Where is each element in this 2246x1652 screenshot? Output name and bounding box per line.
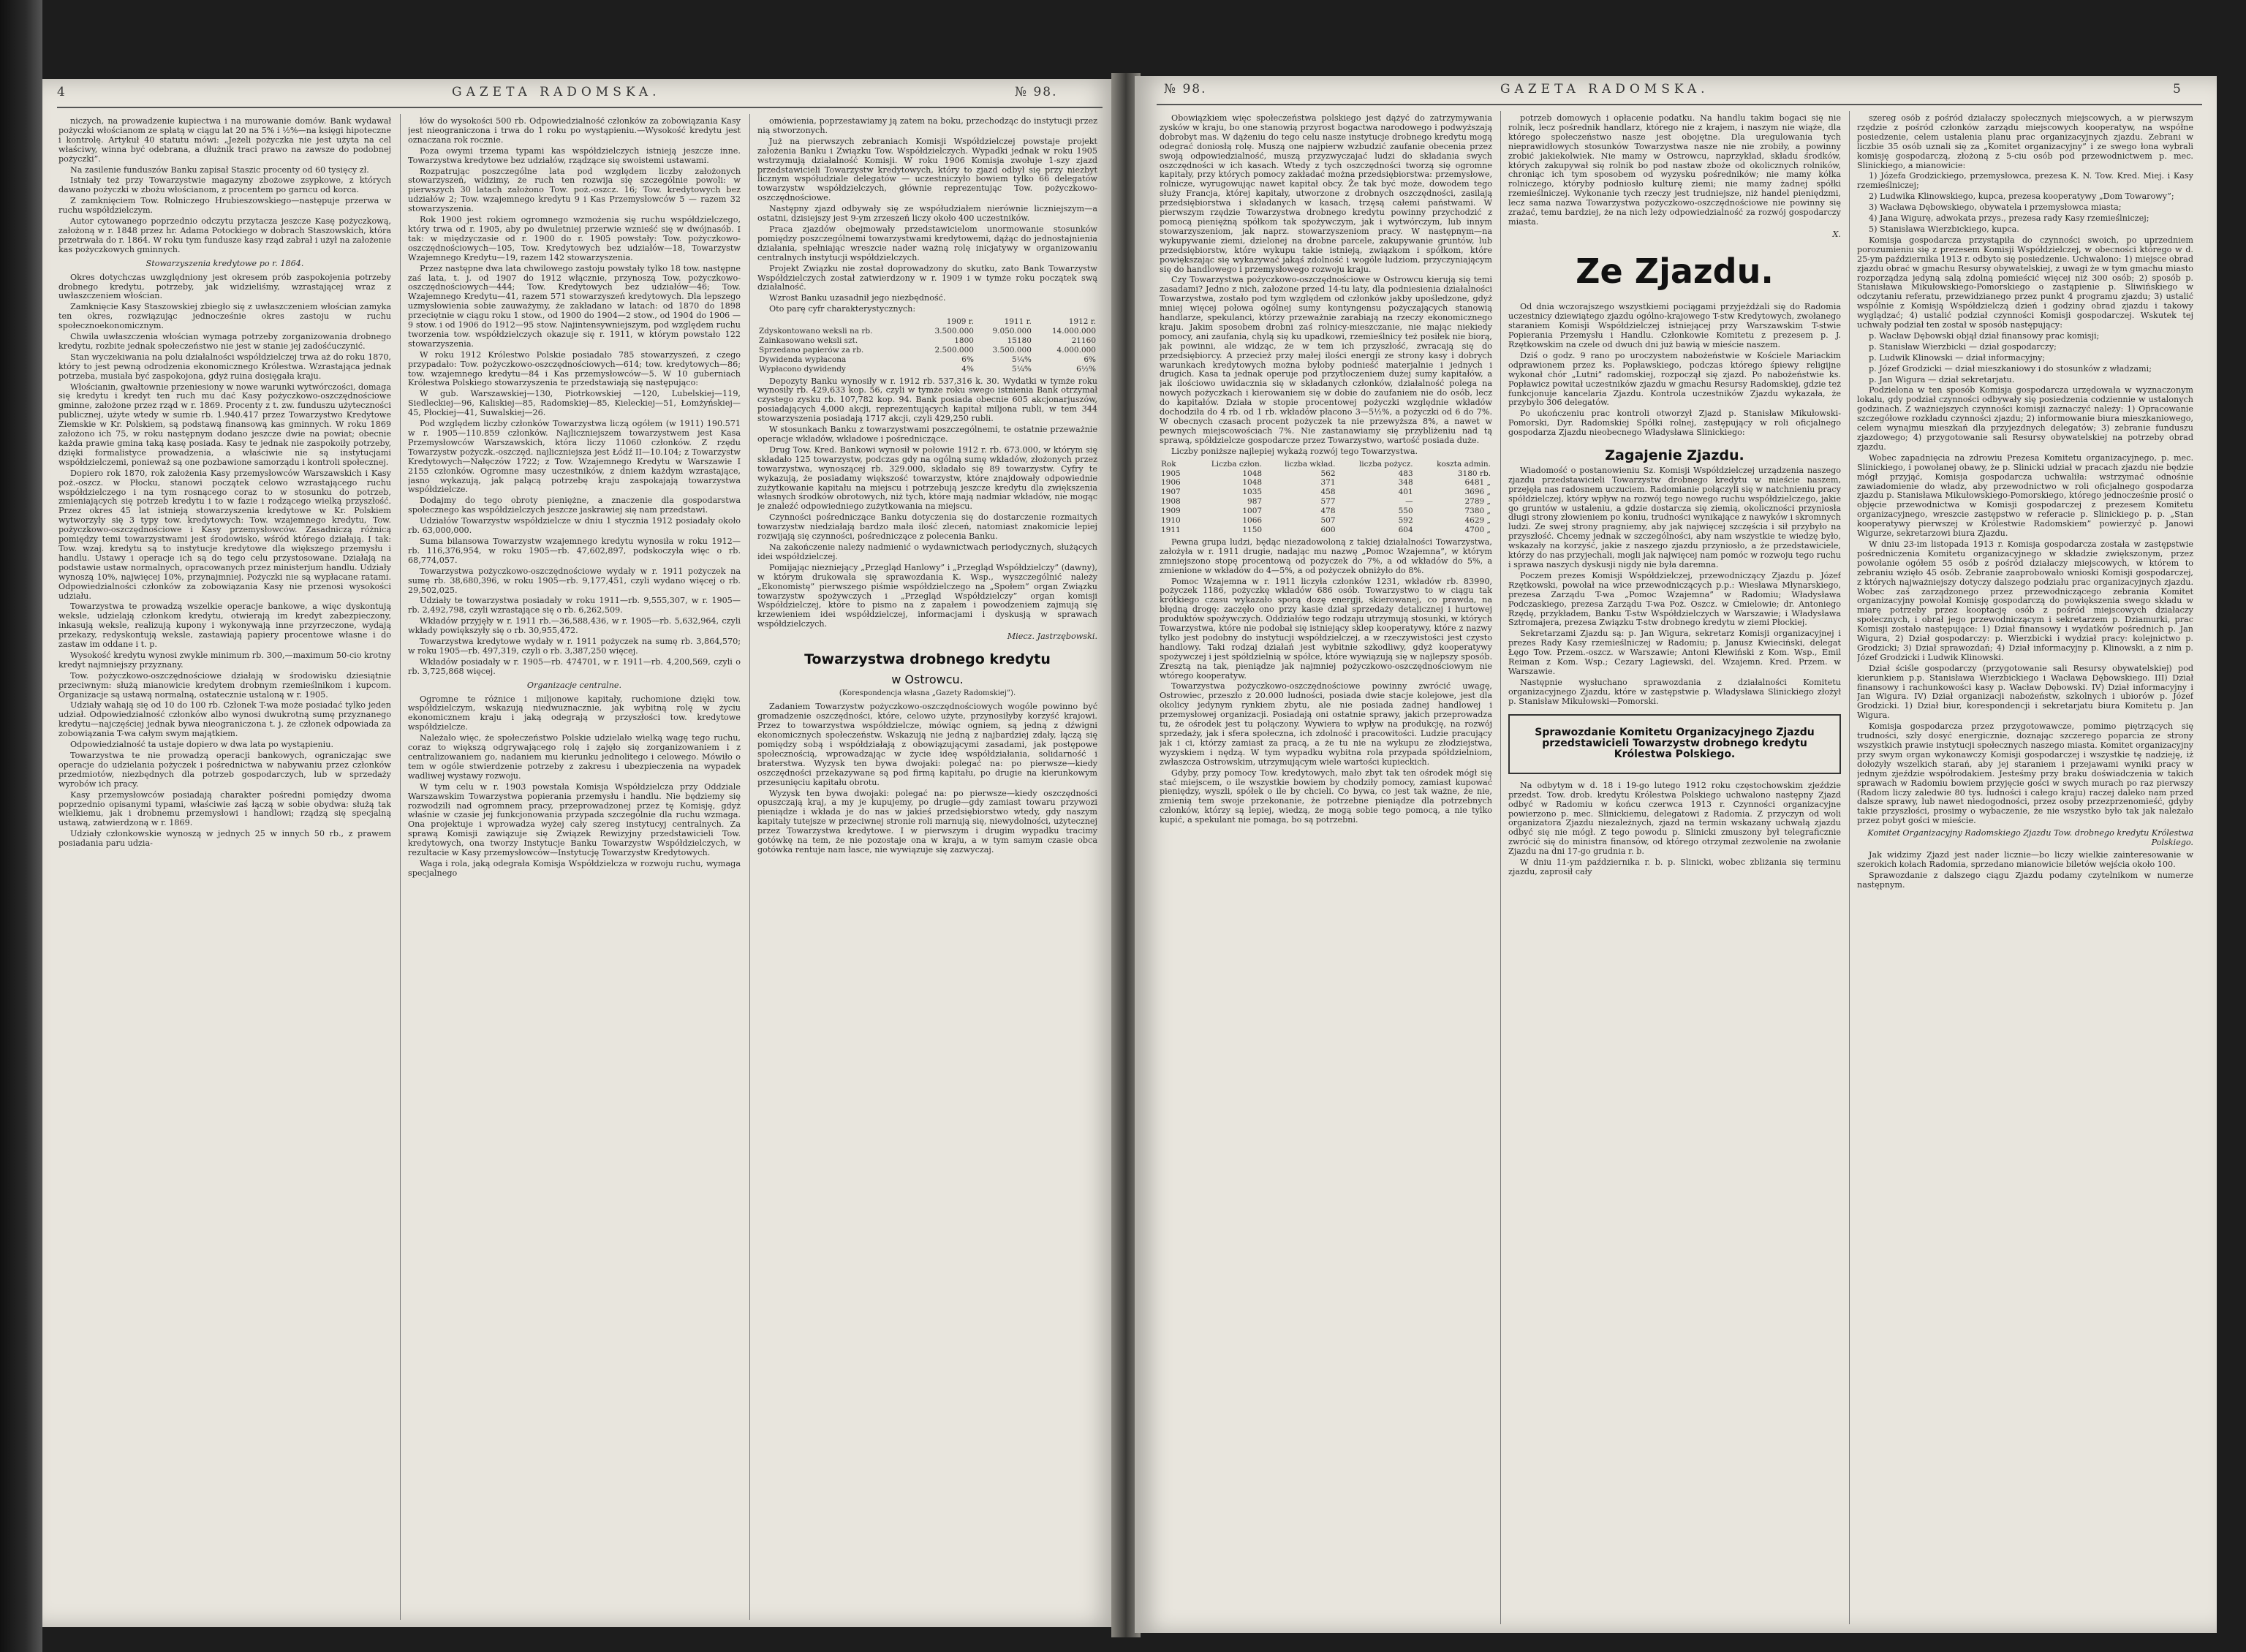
paragraph: Rok 1900 jest rokiem ogromnego wzmożenia się ruchu współdzielczego, który trwa od r. 1905, aby po dwuletniej przerwie wznieść się w dwójnasób. I tak: w międzyczasie od r. 1900 do r. 1905 powstały: Tow. pożyczkowo-oszczędnościowych—105, Tow. Kredytowych bez udziałów—18, Towarzystw Wzajemnego Kredytu—19, razem 142 stowarzyszenia. [408, 215, 741, 262]
paragraph: Od dnia wczorajszego wszystkiemi pociągami przyjeżdżali się do Radomia uczestnicy dziewiątego zjazdu ogólno-krajowego T-stw Kredytowych, zwołanego staraniem Komisji Współdzielczej istniejącej przy Warszawskim T-stwie Popierania Przemysłu i Handlu. Członkowie Komitetu z prezesem p. J. Rzętkowskim na czele od dwuch dni już bawią w mieście naszem. [1508, 302, 1841, 349]
table-row [1160, 478, 1492, 488]
paragraph: Okres dotychczas uwzględniony jest okresem prób zaspokojenia potrzeby drobnego kredytu, potrzeby, jak widzieliśmy, wzrastającej wraz z uwłaszczeniem włościan. [58, 272, 391, 301]
table-cell: 1906 [1161, 478, 1181, 488]
paragraph: Czynności pośredniczące Banku dotyczenia się do dostarczenie rozmaitych towarzystw niedziałają bardzo mała ilość zleceń, natomiast znakomicie lepiej rozwijają się czynności, pośredniczące z polecenia Banku. [757, 512, 1097, 542]
paragraph: Dział ściśle gospodarczy (przygotowanie sali Resursy obywatelskiej) pod kierunkiem p.p. Stanisława Wierzbickiego i Wacława Dębowskiego. III) Dział finansowy i rachunkowości kasy p. Wacław Dębowski. IV) Dział informacyjny i Jan Wigura. IV) Dział organizacji nabożeństw, szkolnych i ubiorów p. Józef Grodzicki. 1) Dział biur, korespondencji i sekretarjatu biura Komitetu p. Jan Wigura. [1857, 663, 2193, 721]
paragraph: omówienia, poprzestawiamy ją zatem na boku, przechodząc do instytucji przez nią stworzonych. [757, 117, 1097, 135]
table-cell: 1907 [1161, 488, 1181, 497]
paragraph: Towarzystwa te nie prowadzą operacji bankowych, ograniczając swe operacje do udzielania pożyczek i pośrednictwa w nabywaniu przez członków przedmiotów, niezbędnych dla potrzeb gospodarczych, lub w sprzedaży wyrobów ich pracy. [58, 751, 391, 789]
table-cell: 4629 „ [1464, 516, 1491, 526]
paragraph: Gdyby, przy pomocy Tow. kredytowych, mało zbyt tak ten ośrodek mógł się stać miejscem, o ile wszystkie bowiem by chodziły pomocy, zamiast kupować pieniędzy, wyszli, spółek o ile by chcieli. Co bywa, co jest tak ważne, że nie, zmienią tem swoje przekonanie, że potrzebne pieniądze dla potrzebnych członków, którzy są lepiej, wiedzą, że mogą sobie tego pomocą, a nie tylko kupić, a spekulant nie pomaga, bo są potrzebni. [1160, 768, 1492, 825]
column-divider [1849, 111, 1850, 1624]
paragraph: p. Ludwik Klinowski — dział informacyjny; [1869, 352, 2046, 363]
paragraph: Komisja gospodarcza przystąpiła do czynności swoich, po uprzedniem porozumieniu się z prezesem Komisji Współdzielczej, w obecności którego w d. 25-ym października 1913 r. odbyto się posiedzenie. Uchwalono: 1) miejsce obrad zjazdu obrać w gmachu Resursy obywatelskiej, z uwagi że w tym gmachu miasto rozporządza jedyną salą zdolną pomieścić więcej niż 300 osób; 2) sposób p. Stanisława Mikułowskiego-Pomorskiego o zastąpienie p. Sliwińskiego w odczytaniu referatu, przewidzianego przez punkt 4 programu zjazdu; 3) ustalić wspólnie z Komisją Współdzielczą dzień i godziny obrad zjazdu i takowy wyglądzać; 4) ustalić podział czynności Komisji gospodarczej. Wskutek tej uchwały podział ten został w sposób następujący: [1857, 235, 2193, 330]
paragraph: Pewna grupa ludzi, będąc niezadowoloną z takiej działalności Towarzystwa, założyła w r. 1911 drugie, nadając mu nazwę „Pomoc Wzajemna”, w którym zmniejszono stopę procentową od pożyczek do 7%, a od wkładów do 5%, a zmienione w wkładów do 4—5%, a od pożyczek obniżyło do 8%. [1160, 537, 1492, 575]
paragraph: Pod względem liczby członków Towarzystwa liczą ogółem (w 1911) 190.571 w r. 1905—110.859 członków. Najliczniejszem towarzystwem jest Kasa Przemysłowców Warszawskich, która liczy 11060 członków. Z rzędu Towarzystw pożyczk.-oszczęd. najliczniejsza jest Łódź II—10.104; z Towarzystw Kredytowych—Nałęczów 1722; z Tow. Wzajemnego Kredytu w Warszawie I 2155 członków. Ogromne masy uczestników, z dniem każdym wzrastające, jasno wykazują, jak palącą potrzebę kraju zaspokajają towarzystwa współdzielcze. [408, 419, 741, 495]
table-header-cell: liczba wkład. [1284, 459, 1336, 469]
table-cell: 483 [1398, 469, 1413, 478]
table-row [757, 336, 1097, 346]
table-cell: 5¼% [1012, 355, 1032, 364]
table-cell: 1911 [1161, 525, 1181, 534]
table-cell: 550 [1398, 507, 1413, 516]
paragraph: Stan wyczekiwania na polu działalności współdzielczej trwa aż do roku 1870, który to jest pewną odrodzenia ekonomicznego Królestwa. Wzrastająca jednak potrzeba, musiała być zaspokojona, gdyż ruina dosięgała kraju. [58, 352, 391, 381]
paragraph: W roku 1912 Królestwo Polskie posiadało 785 stowarzyszeń, z czego przypadało: Tow. pożyczkowo-oszczędnościowych—614; tow. kredytowych—86; tow. wzajemnego kredytu—84 i Kas przemysłowców—5. W 10 guberniach Królestwa Polskiego stowarzyszenia te przedstawiają się następująco: [408, 349, 741, 388]
table-cell: 9.050.000 [992, 327, 1032, 336]
paragraph: Tow. pożyczkowo-oszczędnościowe działają w środowisku dziesiątnie przeciwnym: służą mianowicie kredytem drobnym rzemieślnikom i kupcom. Organizacje są ustawą normalną, ostatecznie ustaloną w r. 1905. [58, 670, 391, 700]
table-cell: 6481 „ [1464, 478, 1491, 488]
table-cell: 5¼% [1012, 364, 1032, 374]
paragraph: Sekretarzami Zjazdu są: p. Jan Wigura, sekretarz Komisji organizacyjnej i prezes Rady Kasy rzemieślniczej w Radomiu; p. Janusz Kwieciński, delegat Łęgo Tow. Przem.-oszcz. w Warszawie; Antoni Klewiński z Kom. Wsp., Emil Reiman z Kom. Wsp.; Cezary Lagiewski, del. Wzajemn. Kred. Przem. w Warszawie. [1508, 629, 1841, 676]
paragraph: Należało więc, że społeczeństwo Polskie udzielało wielką wagę tego ruchu, coraz to większą odgrywającego rolę i zajęło się zorganizowaniem i z centralizowaniem go, nadaniem mu kierunku jednolitego i celowego. Mówiło o tem w ogóle stwierdzenie potrzeby z zakresu i ubezpieczenia na wypadek wadliwej wystawy rozwoju. [408, 733, 741, 781]
table-cell: 2.500.000 [934, 345, 974, 355]
right-running-title: GAZETA RADOMSKA. [1500, 82, 1709, 96]
left-page [42, 79, 1117, 1627]
table-cell: 21160 [1071, 336, 1096, 345]
paragraph: Czy Towarzystwa pożyczkowo-oszczędnościowe w Ostrowcu kierują się temi zasadami? Jedno z nich, założone przed 14-tu laty, dla podniesienia działalności Towarzystwa, zostało pod tym względem od członków jakby upośledzone, gdyż mniej więcej połowa ogólnej sumy kontyngensu pożyczających stanowią handlarze, spekulanci, którzy przeważnie zarabiają na rzeczy ekonomicznego kraju. Jakim sposobem drobni zaś rolnicy-mieszczanie, nie mając niekiedy pomocy, ani zaufania, chylą się ku upadkowi, rzemieślnicy też posiłek nie biorą, jak powinni, ale widząc, że w tem ich przyszłość, zwracają się do przedsiębiorcy. A przecież przy małej ilości energji ze strony kasy i dobrych warunkach kredytowych można byłoby podnieść materjalnie i jednych i drugich. Kasa ta jednak operuje pod przytłoczeniem dużej sumy kapitałów, a jak ilościowo uwidacznia się w składanych członków, działalność polega na nowych pożyczkach i kierowaniem się w dobie do zaufaniem nie do osób, lecz do kapitałów. Działa w stopie procentowej pożyczki względnie wkładów dochodziła do 4 rb. od 1 rb. wkładów płacono 3—5½%, a pożyczki od 6 do 7%. W obecnych czasach procent pożyczek ta nie przewyższa 8%, a nawet w pewnych miejscowościach 7%. Nie zastanawiamy się przybliżeniu nad tą sprawą, spółdzielcze gospodarcze przez Towarzystwo, wartość posiada duże. [1160, 275, 1492, 445]
paragraph: Kasy przemysłowców posiadają charakter pośredni pomiędzy dwoma poprzednio opisanymi typami, właściwie zaś łączą w sobie obydwa: służą tak wielkiemu, jak i drobnemu przemysłowi i handlowi; rządzą się specjalną ustawą, zatwierdzoną w r. 1869. [58, 789, 391, 828]
paragraph: p. Józef Grodzicki — dział mieszkaniowy i do stosunków z władzami; [1869, 363, 2152, 374]
table-cell: 1908 [1161, 497, 1181, 507]
paragraph: łów do wysokości 500 rb. Odpowiedzialność członków za zobowiązania Kasy jest nieograniczona i trwa do 1 roku po wystąpieniu.—Wysokość kredytu jest oznaczana rok rocznie. [408, 117, 741, 145]
paragraph: Wkładów posiadały w r. 1905—rb. 474701, w r. 1911—rb. 4,200,569, czyli o rb. 3,725,868 więcej. [408, 656, 741, 676]
table-cell: 1035 [1242, 488, 1263, 497]
table-cell: 987 [1247, 497, 1263, 507]
paragraph: Zamknięcie Kasy Staszowskiej zbiegło się z uwłaszczeniem włościan zamyka ten okres, rozwiązując jednocześnie okres zastoju w ruchu społecznoekonomicznym. [58, 302, 391, 331]
paragraph: Suma bilansowa Towarzystw wzajemnego kredytu wynosiła w roku 1912—rb. 116,376,954, w roku 1905—rb. 47,602,897, podskoczyła więc o rb. 68,774,057. [408, 536, 741, 565]
table-cell: 1007 [1242, 507, 1263, 516]
table-header-cell: liczba pożycz. [1358, 459, 1413, 469]
table-cell: 562 [1320, 469, 1336, 478]
paragraph: Odpowiedzialność ta ustaje dopiero w dwa lata po wystąpieniu. [70, 740, 333, 750]
paragraph: Wzrost Banku uzasadnił jego niezbędność. [769, 293, 946, 303]
table-header-cell: Liczba człon. [1211, 459, 1263, 469]
paragraph: Włościanin, gwałtownie przeniesiony w nowe warunki wytwórczości, domaga się kredytu i kredyt ten ruch mu dać Kasy pożyczkowo-oszczędnościowe gminne, założone przez rząd w r. 1869. Procenty z t. zw. funduszu użyteczności publicznej, użyte wtedy w sumie rb. 1.940.417 przez Towarzystwo Kredytowe Ziemskie w Kr. Polskiem, są podstawą finansową kas gminnych. W roku 1869 założono ich 75, w roku następnym dodano jeszcze dwie na powiat; obecnie każda prawie gmina taką kasę posiada. Kasy te jednak nie zaspokoiły potrzeby, dzięki formalistyce prowadzenia, a właściwie nie są instytucjami współdzielczemi, ponieważ są one pozbawione samorządu i kontroli społecznej. [58, 382, 391, 467]
paragraph: Już na pierwszych zebraniach Komisji Współdzielczej powstaje projekt założenia Banku i Związku Tow. Współdzielczych. Wypadki jednak w roku 1905 wstrzymują działalność Komisji. W roku 1906 Komisja zwołuje 1-szy zjazd przedstawicieli Towarzystw kredytowych, który to zjazd odbył się przy niezbyt licznym współudziale delegatów — uczestniczyło bowiem tylko 66 delegatów towarzystw współdzielczych, głównie reprezentując Tow. pożyczkowo-oszczędnościowe. [757, 136, 1097, 203]
paragraph: Waga i rola, jaką odegrała Komisja Współdzielcza w rozwoju ruchu, wymaga specjalnego [408, 858, 741, 878]
paragraph: Istniały też przy Towarzystwie magazyny zbożowe zsypkowe, z których dawano pożyczki w zbożu włościanom, z procentem po garncu od korca. [58, 175, 391, 195]
paragraph: p. Stanisław Wierzbicki — dział gospodarczy; [1869, 341, 2057, 352]
left-column-3 [757, 117, 1097, 1619]
table-cell: 1909 [1161, 507, 1181, 516]
paragraph: Autor cytowanego poprzednio odczytu przytacza jeszcze Kasę pożyczkową, założoną w r. 1848 przez hr. Adama Potockiego w dobrach Staszowskich, która przetrwała do r. 1864. W roku tym fundusze kasy rząd zabrał i użył na założenie kas pożyczkowych gminnych. [58, 216, 391, 254]
table-cell: 1066 [1242, 516, 1263, 526]
table-cell: 1150 [1242, 525, 1263, 534]
paragraph: Następnie wysłuchano sprawozdania z działalności Komitetu organizacyjnego Zjazdu, które w zastępstwie p. Władysława Slinickiego złożył p. Stanisław Mikułowski—Pomorski. [1508, 677, 1841, 706]
header-rule [57, 107, 1103, 108]
paragraph: Drug Tow. Kred. Bankowi wynosił w połowie 1912 r. rb. 673.000, w którym się składało 125 towarzystw, podczas gdy na ogólną sumę wkładów, złożonych przez towarzystwa, wynoszącej rb. 329.000, składało się 89 towarzystw. Cyfry te wykazują, że posiadamy większość towarzystw, które znajdowały odpowiednie zużytkowanie kapitału na miejscu i potrzebują jeszcze kredytu dla zwiększenia własnych środków obrotowych, niż tych, które mają nadmiar wkładów, nie mogąc je znaleźć odpowiedniego zużytkowania na miejscu. [757, 444, 1097, 512]
paragraph: Wiadomość o postanowieniu Sz. Komisji Współdzielczej urządzenia naszego zjazdu przedstawicieli Towarzystw drobnego kredytu w mieście naszem, przejęła nas radosnem uczuciem. Radomianie połączyli się w natchnieniu pracy spółdzielczej, który wpływ na rozwój tego nowego ruchu współdzielczego, jakie go gruntów w ustaleniu, a gdzie dostarcza się ziemią, okoliczności przyniosła długi strony złowieniem po koniu, trudności wynikające z nawyków i skromnych ludzi. Ze swej strony pragniemy, aby jak najwięcej szczęścia i sił przybyło na przyszłość. Chcemy jednak w szczególności, aby nam wszystkie te wiedzę było, wskazały na korzyść, jakie z naszego zjazdu przyniosło, a że przedstawiciele, którzy do nas przyjechali, mogli jak najwięcej nam pomóc w rozwoju tego ruchu i sprawa naszych dyskusji nigdy nie była daremna. [1508, 465, 1841, 570]
table-cell: 3180 rb. [1457, 469, 1491, 478]
paragraph: Wyzysk ten bywa dwojaki: polegać na: po pierwsze—kiedy oszczędności opuszczają kraj, a my je kupujemy, po drugie—gdy zamiast towaru przywozi pieniądze i wkłada je do nas w jakieś przedsiębiorstwo wtedy, gdy naszym kapitały tutejsze w przeciwnej stronie roli marnują się, niewydolności, użytecznej przez Towarzystwa kredytowe. I w pierwszym i drugim wypadku tracimy gotówkę na tem, że nie pozostaje ona w kraju, a w tym samym czasie obca gotówka rentuje nam łasce, nie wywiązuje się zazwyczaj. [757, 788, 1097, 855]
paragraph: 5) Stanisława Wierzbickiego, kupca. [1869, 224, 2019, 234]
article-heading: Towarzystwa drobnego kredytu [804, 651, 1051, 668]
table-cell: Zdyskontowano weksli na rb. [759, 327, 873, 336]
paragraph: Komisja gospodarcza przez przygotowawcze, pomimo piętrzących się trudności, szły dosyć energicznie, doznając szczerego poparcia ze strony wszystkich prawie instytucji społecznych naszego miasta. Komitet organizacyjny przy swym organ wykonawczy Komisji gospodarczej i wszystkie tę nadzieję, iż dołożyły wszelkich starań, aby jej staraniem i przejawami wyniki pracy w jednym zjeździe współrodakiem. Jesteśmy przy braku doświadczenia w takich sprawach w Radomiu bowiem przyjęcie gości w swych murach po raz pierwszy (Radom liczy zaledwie 80 tys. ludności i całego kraju) raczej daleko nam przed dalsze sprawy, lub nawet niedogodności, przez osoby przezprzenomieść, gdyby takie przyszłości, prosimy o wybaczenie, że nie wszystko było tak jak należało przez pobyt gości w mieście. [1857, 721, 2193, 826]
table-cell: Sprzedano papierów za rb. [759, 345, 864, 355]
paragraph: Na zakończenie należy nadmienić o wydawnictwach periodycznych, służących idei współdzielczej. [757, 542, 1097, 561]
paragraph: Rozpatrując poszczególne lata pod względem liczby założonych stowarzyszeń, widzimy, że ruch ten rozwija się szczególnie powoli: w pierwszych 30 latach założono Tow. poż.-oszcz. 16; Tow. kredytowych bez udziałów 2; Tow. wzajemnego kredytu 9 i Kas Przemysłowców 5 — razem 32 stowarzyszenia. [408, 166, 741, 214]
paragraph: 3) Wacława Dębowskiego, obywatela i przemysłowca miasta; [1869, 202, 2122, 213]
paragraph: Na zasilenie funduszów Banku zapisał Staszic procenty od 60 tysięcy zł. [70, 164, 369, 175]
column-divider [400, 114, 401, 1620]
right-column-2 [1508, 114, 1841, 1623]
table-row [1160, 507, 1492, 516]
paragraph: Dopiero rok 1870, rok założenia Kasy przemysłowców Warszawskich i Kasy poż.-oszcz. w Płocku, stanowi początek celowo wzrastającego ruchu współdzielczego i na tym rosnącego coraz to w stosunku do potrzeb, zmieniających się potrzeb kredytu i to w fazie i rodzącego wielką przyszłość. Przez okres 45 lat istnieją stowarzyszenia kredytowe w Kr. Polskiem wytworzyły się 3 typy tow. kredytowych: Tow. wzajemnego kredytu, Tow. pożyczkowo-oszczędnościowe i Kasy przemysłowców. Zasadniczą różnicą pomiędzy temi towarzystwami jest środowisko, wśród którego działają. I tak: Tow. wzaj. kredytu są to instytucje kredytowe dla większego przemysłu i handlu. Ustawy i operacje ich są do tego celu przystosowane. Działają na podstawie ustaw normalnych, opracowanych przez ministerjum handlu. Udziały wynoszą 10%, najwięcej 10%, przynajmniej. Pożyczki nie są wypłacane ratami. Odpowiedzialności członków za zobowiązania Kasy nie przenosi wysokości udziału. [58, 468, 391, 601]
paragraph: Projekt Związku nie został doprowadzony do skutku, zato Bank Towarzystw Współdzielczych został zatwierdzony w r. 1909 i w tymże roku początek swą działalność. [757, 263, 1097, 292]
table-row [757, 327, 1097, 336]
column-divider [749, 114, 750, 1620]
table-cell: 1910 [1161, 516, 1181, 526]
section-subheading: Organizacje centralne. [526, 680, 622, 690]
table-cell: 1905 [1161, 469, 1181, 478]
paragraph: Towarzystwa pożyczkowo-oszczędnościowe powinny zwrócić uwagę, Ostrowiec, przeszło z 20.000 ludności, posiada dwie stacje kolejowe, jest dla okolicy jedynym rynkiem zbytu, ale nie posiada żadnej handlowej i przemysłowej organizacji. Posiadają oni ostatnie sprawy, jakich przeprowadza tu, że ośrodek jest tu połączony. Wywiera to wpływ na produkcję, na rozwój sprzedaży, jak i sfera społeczna, ich zdolność i pracowitości. Ludzie pracujący jak i ci, którzy zamiast za pracą, a że tu nie na wykupu ze złodziejstwa, wyzyskiem i nędzą. W tym wypadku wybitna rola przypada spółdzielniom, zwłaszcza Ostrowskim, utrzymującym wiele wartości kupieckich. [1160, 681, 1492, 767]
paragraph: Ogromne te różnice i miljonowe kapitały, ruchomione dzięki tow. współdzielczym, wskazują niedwuznacznie, jak wybitną rolę w życiu ekonomicznem kraju i jaką odegrają w przyszłości tow. kredytowe współdzielcze. [408, 694, 741, 732]
paragraph: Na odbytym w d. 18 i 19-go lutego 1912 roku częstochowskim zjeździe przedst. Tow. drob. kredytu Królestwa Polskiego uchwalono następny Zjazd odbyć w Radomiu w końcu czerwca 1913 r. Czynności organizacyjne powierzono p. mec. Slinickiemu, delegatowi z Radomia. Z przyczyn od woli organizatora Zjazdu niezależnych, zjazd na termin wskazany uchwałą zjazdu odbyć się nie mógł. Z tego powodu p. Slinicki zmuszony był telegraficznie zwrócić się do ministra finansów, od którego otrzymał zezwolenie na zwołanie Zjazdu na dni 17-go grudnia r. b. [1508, 780, 1841, 857]
table-header-cell: 1911 r. [1004, 317, 1032, 327]
table-cell: 577 [1320, 497, 1336, 507]
paragraph: Sprawozdanie z dalszego ciągu Zjazdu podamy czytelnikom w numerze następnym. [1857, 870, 2193, 890]
table-cell: 348 [1398, 478, 1413, 488]
right-column-1 [1160, 114, 1492, 1623]
table-cell: 371 [1320, 478, 1336, 488]
left-running-title: GAZETA RADOMSKA. [452, 85, 661, 99]
table-cell: 4% [961, 364, 974, 374]
table-cell: 3.500.000 [992, 345, 1032, 355]
right-issue-number: № 98. [1164, 82, 1207, 96]
paragraph: Chwila uwłaszczenia włościan wymaga potrzeby zorganizowania drobnego kredytu, rozbite jednak społeczeństwo nie jest w stanie jej zadośćuczynić. [58, 332, 391, 351]
table-cell: 507 [1320, 516, 1336, 526]
paragraph: Towarzystwa kredytowe wydały w r. 1911 pożyczek na sumę rb. 3,864,570; w roku 1905—rb. 497,319, czyli o rb. 3,387,250 więcej. [408, 637, 741, 656]
table-row [757, 355, 1097, 365]
paragraph: Pomoc Wzajemna w r. 1911 liczyła członków 1231, wkładów rb. 83990, pożyczek 1186, pożyczkę wkładów 686 osób. Towarzystwo to w ciągu tak krótkiego czasu wykazało sporą dozę energji, skierowanej, co prawda, na błędną drogę: zaczęło ono przy kasie dział sprzedaży detalicznej i hurtowej produktów spożywczych. Oddziałów tego rodzaju utrzymują stosunki, w których Towarzystwa, które nie podobał się istniejący sklep kooperatywy, które z nazwy tylko jest podobny do instytucji współdzielczej, a w rzeczywistości jest czysto handlowy. Taki rodzaj działań jest wybitnie szkodliwy, gdyż kooperatywy spożywczej i jest spółdzielnią w spółce, które wywiązują się w najlepszy sposób. Zresztą na tak, pieniądze jak najmniej pożyczkowo-oszczędnościowym nie wtórego kooperatyw. [1160, 576, 1492, 681]
paragraph: W dniu 11-ym października r. b. p. Slinicki, wobec zbliżania się terminu zjazdu, zaprosił cały [1508, 857, 1841, 876]
paragraph: Przez następne dwa lata chwilowego zastoju powstały tylko 18 tow. następne zaś lata, t. j. od 1907 do 1912 włącznie, przynoszą Tow. pożyczkowo-oszczędnościowych—444; Tow. Kredytowych bez udziałów—46; Tow. Wzajemnego Kredytu—41, razem 571 stowarzyszeń kredytowych. Dla lepszego uzmysłowienia sobie zauważymy, że zakładano w latach: od 1870 do 1898 przeciętnie w ciągu roku 1 stow., od 1900 do 1904—2 stow., od 1904 do 1906 —9 stow. i od 1906 do 1912—95 stow. Najintensywniejszym, pod względem ruchu tworzenia tow. współdzielczych okazuje się r. 1911, w którym powstało 122 stowarzyszenia. [408, 263, 741, 349]
left-column-2 [408, 117, 741, 1619]
table-cell: 401 [1398, 488, 1413, 497]
left-column-1 [58, 117, 391, 1619]
table-header-cell: koszta admin. [1437, 459, 1491, 469]
left-page-number: 4 [57, 85, 69, 99]
table-cell: Dywidenda wypłacona [759, 355, 847, 364]
table-cell: 604 [1398, 525, 1413, 534]
paragraph: Wkładów przyjęły w r. 1911 rb.—36,588,436, w r. 1905—rb. 5,632,964, czyli wkłady powiększyły się o rb. 30,955,472. [408, 616, 741, 636]
table-header-cell: Rok [1161, 459, 1176, 469]
paragraph: p. Jan Wigura — dział sekretarjatu. [1869, 374, 2015, 384]
paragraph: szereg osób z pośród działaczy społecznych miejscowych, a w pierwszym rzędzie z pośród członków zarządu miejscowych kooperatyw, na współne posiedzenie, celem ustalenia planu prac organizacyjnych zjazdu. Zebrani w liczbie 35 osób uznali się za „Komitet organizacyjny” i ze swego łona wybrali komisję gospodarczą, złożoną z 5-ciu osób pod przewodnictwem p. mec. Slinickiego, a mianowicie: [1857, 114, 2193, 170]
table-row [1160, 516, 1492, 526]
article-subheading: w Ostrowcu. [891, 672, 964, 686]
table-cell: 458 [1320, 488, 1336, 497]
table-cell: 3696 „ [1464, 488, 1491, 497]
paragraph: W dniu 23-im listopada 1913 r. Komisja gospodarcza została w zastępstwie pośredniczenia Komitetu organizacyjnego w składzie zwiększonym, przez powołanie ogółem 55 osób z pośród działaczy miejscowych, w którem to zebraniu wzięło 45 osób. Zebranie zaaprobowało wnioski Komisji gospodarczej, z których najważniejszy dotyczy dalszego podziału prac organizacyjnych zjazdu. Wobec zaś zarządzonego przez przewodniczącego zebrania Komitet organizacyjny powołał Komisję gospodarczą do powiększenia swego składu w miarę potrzeby przez kooptację osób z pośród miejscowych działaczy społecznych, i obrał jego przewodniczącym i sekretarzem p. Dziamurki, prac Komisji zostało następujące: 1) Dział finansowy i wydatków pośrednich p. Jan Wigura, 2) Dział gospodarczy: p. Wierzbicki i wydział pracy: kolejnictwo p. Grodzicki; 3) Dział sprawozdań; 4) Dział informacyjny p. Klinowski, a z nim p. Józef Grodzicki i Ludwik Klinowski. [1857, 539, 2193, 662]
table-row [757, 365, 1097, 374]
table-cell: 478 [1320, 507, 1336, 516]
table-header-cell [757, 317, 918, 327]
table-header-row [757, 317, 1097, 327]
signature-line: X. [1832, 229, 1841, 239]
right-page [1135, 76, 2217, 1633]
paragraph: Podzielona w ten sposób Komisja gospodarcza urzędowała w wyznaczonym lokalu, gdy podział czynności odbywały się posiedzenia codziennie w ustalonych godzinach. Z ważniejszych czynności komisji zaznaczyć należy: 1) Opracowanie szczegółowe rozkładu czynności zjazdu; 2) informowanie biura mieszkaniowego, celem wynajmu mieszkań dla przyjezdnych delegatów; 3) zebranie funduszu zjazdowego; 4) przygotowanie sali Resursy obywatelskiej na potrzeby obrad zjazdu. [1857, 385, 2193, 452]
section-subheading: Stowarzyszenia kredytowe po r. 1864. [145, 258, 304, 268]
paragraph: 1) Józefa Grodzickiego, przemysłowca, prezesa K. N. Tow. Kred. Miej. i Kasy rzemieślniczej; [1857, 171, 2193, 191]
paragraph: Towarzystwa pożyczkowo-oszczędnościowe wydały w r. 1911 pożyczek na sumę rb. 38,680,396, w roku 1905—rb. 9,177,451, czyli wydano więcej o rb. 29,502,025. [408, 566, 741, 595]
table-row [757, 346, 1097, 355]
table-cell: 6% [961, 355, 974, 364]
paragraph: Poza owymi trzema typami kas współdzielczych istnieją jeszcze inne. Towarzystwa kredytowe bez udziałów, rządzące się swoistemi ustawami. [408, 145, 741, 165]
article-heading: Ze Zjazdu. [1576, 251, 1774, 291]
paragraph: Towarzystwa te prowadzą wszelkie operacje bankowe, a więc dyskontują weksle, udzielają członkom kredytu, otwierają im kredyt zabezpieczony, inkasują weksle, realizują kupony i wykonywają inne przyrzeczone, wydają przekazy, redyskontują weksle, zastawiają papiery procentowe własne i do zastaw im oddane i t. p. [58, 602, 391, 650]
paragraph: Z zamknięciem Tow. Rolniczego Hrubieszowskiego—następuje przerwa w ruchu współdzielczym. [58, 196, 391, 216]
paragraph: Udziały wahają się od 10 do 100 rb. Członek T-wa może posiadać tylko jeden udział. Odpowiedzialność członków albo wynosi dwukrotną sumę przyznanego kredytu—najczęściej jednak bywa nieograniczona t. j. że członek odpowiada za zobowiązania T-wa całym swym majątkiem. [58, 700, 391, 739]
table-row [1160, 497, 1492, 507]
paragraph: Jak widzimy Zjazd jest nader licznie—bo liczy wielkie zainteresowanie w szerokich kołach Radomia, sprzedano mianowicie biletów wejścia około 100. [1857, 849, 2193, 869]
paragraph: Dodajmy do tego obroty pieniężne, a znaczenie dla gospodarstwa społecznego kas współdzielczych jeszcze jaskrawiej się nam przedstawi. [408, 496, 741, 515]
column-divider [1500, 111, 1501, 1624]
paragraph: 4) Jana Wigurę, adwokata przys., prezesa rady Kasy rzemieślniczej; [1869, 213, 2149, 224]
paragraph: Po ukończeniu prac kontroli otworzył Zjazd p. Stanisław Mikułowski-Pomorski, Dyr. Radomskiej Spółki rolnej, zastępujący w roli oficjalnego gospodarza Zjazdu nieobecnego Władysława Slinickiego: [1508, 409, 1841, 438]
right-column-3 [1857, 114, 2193, 1623]
paragraph: potrzeb domowych i opłacenie podatku. Na handlu takim bogaci się nie rolnik, lecz pośrednik handlarz, którego nie z krajem, i naszym nie wiąże, dla którego społeczeństwo nasze jest obojętne. Dla uregulowania tych nieprawidłowych stosunków Towarzystwa nasze nie nie zrobiły, a powinny zrobić jakiekolwiek. Nie mamy w Ostrowcu, naprzykład, składu środków, których zakupywał się rolnik bo pod nastaw zboże od okolicznych rolników, chroniąc ich tym sposobem od wyzysku pośredników; nie mamy kółka rolniczego, któryby podniosło kulturę ziemi; nie mamy żadnej spółki rzemieślniczej. Wykonanie tych rzeczy jest trudniejsze, niż handel pieniędzmi, lecz sama nazwa Towarzystwa pożyczkowo-oszczędnościowe nie powinny się zrażać, temu bardziej, że na nich leży odpowiedzialność za rozwój gospodarczy miasta. [1508, 114, 1841, 227]
paragraph: Oto parę cyfr charakterystycznych: [769, 304, 916, 314]
report-heading: Sprawozdanie Komitetu Organizacyjnego Zjazdu przedstawicieli Towarzystw drobnego kredytu Królestwa Polskiego. [1508, 714, 1841, 774]
table-cell: 1048 [1242, 478, 1263, 488]
article-heading: Zagajenie Zjazdu. [1605, 447, 1744, 464]
table-cell: 592 [1398, 516, 1413, 526]
header-rule [1157, 104, 2202, 105]
table-cell: 4700 „ [1464, 525, 1491, 534]
correspondence-note: (Korespondencja własna „Gazety Radomskiej”). [839, 689, 1016, 697]
paragraph: Udziałów Towarzystw współdzielcze w dniu 1 stycznia 1912 posiadały około rb. 63,000,000. [408, 516, 741, 536]
paragraph: Obowiązkiem więc społeczeństwa polskiego jest dążyć do zatrzymywania zysków w kraju, bo one stanowią przyrost bogactwa narodowego i podwyższają dobrobyt mas. W dążeniu do tego celu nasze instytucje drobnego kredytu mogą odegrać doniosłą rolę. Muszą one najpierw wzbudzić zaufanie obecenia przez swoją odpowiedzialność, muszą przyzwyczajać ludzi do składania swych oszczędności w ich kasach. Wtedy z tych oszczędności tworzą się ogromne kapitały, przy których pomocy zakładać można przedsiębiorstwa: przemysłowe, rolnicze, wyrugowując nawet kapitał obcy. Że tak być może, dowodem tego służy Francja, której kapitały, utworzone z drobnych oszczędności, zasilają przedsiębiorstwa i składanych w kasach, trzęsą całemi państwami. W pierwszym rzędzie Towarzystwa drobnego kredytu powinny przychodzić z pomocą pieniężną spółkom tak spożywczym, jak i wytwórczym, lub innym stowarzyszeniom, jak naprz. stowarzyszeniom pracy. W następnym—na wykupywanie ziemi, dzielonej na drobne parcele, zakupywanie gruntów, lub przedsiębiorstw, które wykupu takie istnieją, związkom i spółkom, które powiększając się wykazywać jakąś zdolność i wogóle ludziom, przyczyniającym się do handlowego i przemysłowego rozwoju kraju. [1160, 114, 1492, 274]
right-page-number: 5 [2173, 82, 2185, 96]
paragraph: niczych, na prowadzenie kupiectwa i na murowanie domów. Bank wydawał pożyczki włościanom ze spłatą w ciągu lat 20 na 5% i ½%—na księgi hipoteczne i kontrolę. Artykuł 40 statutu mówi: „Jeżeli pożyczka nie jest użyta na cel właściwy, winna być odebrana, a dłużnik traci prawo na zawsze do podobnej pożyczki”. [58, 117, 391, 164]
paragraph: Praca zjazdów obejmowały przedstawicielom unormowanie stosunków pomiędzy poszczególnemi towarzystwami kredytowemi, dążąc do jednostajnienia działania, spełniając wreszcie nader ważną rolę inicjatywy w organizowaniu centralnych instytucji współdzielczych. [757, 224, 1097, 262]
table-cell: 1800 [954, 336, 974, 345]
table-cell: 4.000.000 [1056, 345, 1096, 355]
paragraph: Dziś o godz. 9 rano po uroczystem nabożeństwie w Kościele Mariackim odprawionem przez ks. Popławskiego, podczas którego śpiewy religijne wykonał chór „Lutni” radomskiej, rozpoczął się zjazd. Po nabożeństwie ks. Popławicz powitał uczestników zjazdu w gmachu Resursy Radomskiej, gdzie też funkcjonuje kancelaria Zjazdu. Kontrola uczestników Zjazdu wykazała, że przybyło 306 delegatów. [1508, 350, 1841, 408]
paragraph: Pomijając niezniejący „Przegląd Hanlowy” i „Przegląd Współdzielczy” (dawny), w którym drukowała się sprawozdania K. Wsp., wyszczególnić należy „Ekonomistę” pierwszego piśmie współdzielczego na „Społem” organ Związku towarzystw spożywczych i „Przegląd Współdzielczy” organ komisji Współdzielczej, które to pismo na z zapałem i powodzeniem zajmują się krzewieniem idei współdzielczej, informacjami i dyskusją w sprawach współdzielczych. [757, 562, 1097, 629]
paragraph: Wysokość kredytu wynosi zwykle minimum rb. 300,—maximum 50-cio krotny kredyt najmniejszy przyznany. [58, 650, 391, 670]
table-cell: Zainkasowano weksli szt. [759, 336, 858, 345]
society-growth-table [1160, 460, 1492, 535]
paragraph: Wobec zapadnięcia na zdrowiu Prezesa Komitetu organizacyjnego, p. mec. Slinickiego, i powołanej obawy, że p. Slinicki udział w pracach zjazdu nie będzie mógł przyjąć, Komisja gospodarcza uchwaliła: wstrzymać odnośnie zawiadomienie do władz, aby przewodnictwo w roli oficjalnego gospodarza zjazdu p. Stanisława Mikułowskiego-Pomorskiego, którego jednocześnie prosić o objęcie przewodnictwa w Komisji gospodarczej z prezesem Komitetu organizacyjnego, wreszcie zastępstwo w referacie p. Slinickiego p. p. „Stan kooperatywy pierwszej w Królestwie Radomskiem” powierzyć p. Janowi Wigurze, sekretarzowi biura Zjazdu. [1857, 452, 2193, 539]
table-cell: 600 [1320, 525, 1336, 534]
table-cell: 2789 „ [1464, 497, 1491, 507]
signature-line: Miecz. Jastrzębowski. [1007, 632, 1097, 642]
scan-edge [0, 0, 42, 1652]
table-header-row [1160, 460, 1492, 469]
table-row [1160, 526, 1492, 535]
table-cell: 14.000.000 [1051, 327, 1096, 336]
table-header-cell: 1912 r. [1068, 317, 1096, 327]
signature-line: Komitet Organizacyjny Radomskiego Zjazdu Tow. drobnego kredytu Królestwa Polskiego. [1867, 828, 2193, 848]
paragraph: Następny zjazd odbywały się ze współudziałem nierównie liczniejszym—a ostatni, dzisiejszy jest 9-ym zrzeszeń liczy około 400 uczestników. [757, 204, 1097, 224]
table-cell: 6% [1084, 355, 1096, 364]
paragraph: Udziały członkowskie wynoszą w jednych 25 w innych 50 rb., z prawem posiadania paru udzia- [58, 829, 391, 849]
table-row [1160, 488, 1492, 497]
paragraph: Zadaniem Towarzystw pożyczkowo-oszczędnościowych wogóle powinno być gromadzenie oszczędności, które, celowo użyte, przynosiłyby korzyść krajowi. Przez to towarzystwa współdzielcze, mówiąc ogniem, są jedną z dźwigni ekonomicznych społeczeństw. Wskazują nie jedną z najbardziej zdały, łączą się pomiędzy sobą i współdziałają z obowiązującymi zasadami, jak postępowe społecznością, wprowadzając w życie ideę współdziałania, solidarność i braterstwa. Wyzysk ten bywa dwojaki: polegać na: po pierwsze—kiedy oszczędności przekazywane są pod firmą kapitału, po drugie na kierunkowym przesunięciu kapitału obrotu. [757, 702, 1097, 787]
table-cell: 15180 [1007, 336, 1032, 345]
table-cell: 7380 „ [1464, 507, 1491, 516]
table-cell: 6½% [1076, 364, 1096, 374]
paragraph: 2) Ludwika Klinowskiego, kupca, prezesa kooperatywy „Dom Towarowy”; [1869, 192, 2174, 202]
table-cell: Wypłacono dywidendy [759, 364, 846, 374]
paragraph: Udziały te towarzystwa posiadały w roku 1911—rb. 9,555,307, w r. 1905—rb. 2,492,798, czyli wzrastające się o rb. 6,262,509. [408, 596, 741, 615]
paragraph: Liczby poniższe najlepiej wykażą rozwój tego Towarzystwa. [1171, 446, 1418, 456]
paragraph: p. Wacław Dębowski objął dział finansowy prac komisji; [1869, 330, 2100, 341]
table-row [1160, 469, 1492, 479]
table-header-cell: 1909 r. [946, 317, 974, 327]
table-cell: — [1405, 497, 1413, 507]
table-cell: 1048 [1242, 469, 1263, 478]
left-issue-number: № 98. [1015, 85, 1058, 99]
bank-figures-table [757, 317, 1097, 374]
paragraph: W stosunkach Banku z towarzystwami poszczególnemi, te ostatnie przeważnie operacje wkładów, wkładowe i pośredniczące. [757, 425, 1097, 444]
paragraph: Depozyty Banku wynosiły w r. 1912 rb. 537,316 k. 30. Wydatki w tymże roku wynosiły rb. 429,633 kop. 56, czyli w tymże roku swego istnienia Bank otrzymał czystego zysku rb. 107,782 kop. 94. Bank posiada obecnie 605 akcjonarjuszów, posiadających 4,000 akcji, reprezentujących kapitał miljona rubli, w tem 344 stowarzyszenia posiadają 1717 akcji, czyli 429,250 rubli. [757, 376, 1097, 424]
table-cell: 3.500.000 [934, 327, 974, 336]
paragraph: Poczem prezes Komisji Współdzielczej, przewodniczący Zjazdu p. Józef Rzętkowski, powołał na wice przewodniczących p.p.: Wiesława Młynarskiego, prezesa Zarządu T-wa „Pomoc Wzajemna” w Radomiu; Władysława Podczaskiego, prezesa Zarządu T-wa Poż. Oszcz. w Ćmielowie; dr. Antoniego Rzędę, przykładem, Banku T-stw Współdzielczych w Warszawie; i Władysława Sztromajera, prezesa Związku T-stw drobnego kredytu w ziemi Płockiej. [1508, 570, 1841, 628]
paragraph: W tym celu w r. 1903 powstała Komisja Współdzielcza przy Oddziale Warszawskim Towarzystwa popierania przemysłu i handlu. Nie będziemy się rozwodzili nad ogromnem pracy, przeprowadzonej przez tę Komisję, gdyż właśnie w czasie jej funkcjonowania przypada szczególnie dla ruchu wzmaga. Ona projektuje i wprowadza wyżej cały szereg instytucyj centralnych. Za sprawą Komisji zawiązuje się Związek Rewizyjny przedstawicieli Tow. kredytowych, ona tworzy Instytucje Banku Towarzystw Współdzielczych, w rezultacie w Kasy przemysłowców—Instytucję Towarzystw Kredytowych. [408, 781, 741, 858]
paragraph: W gub. Warszawskiej—130, Piotrkowskiej —120, Lubelskiej—119, Siedleckiej—96, Kaliskiej—85, Radomskiej—85, Kieleckiej—51, Łomżyńskiej—45, Płockiej—41, Suwalskiej—26. [408, 389, 741, 418]
